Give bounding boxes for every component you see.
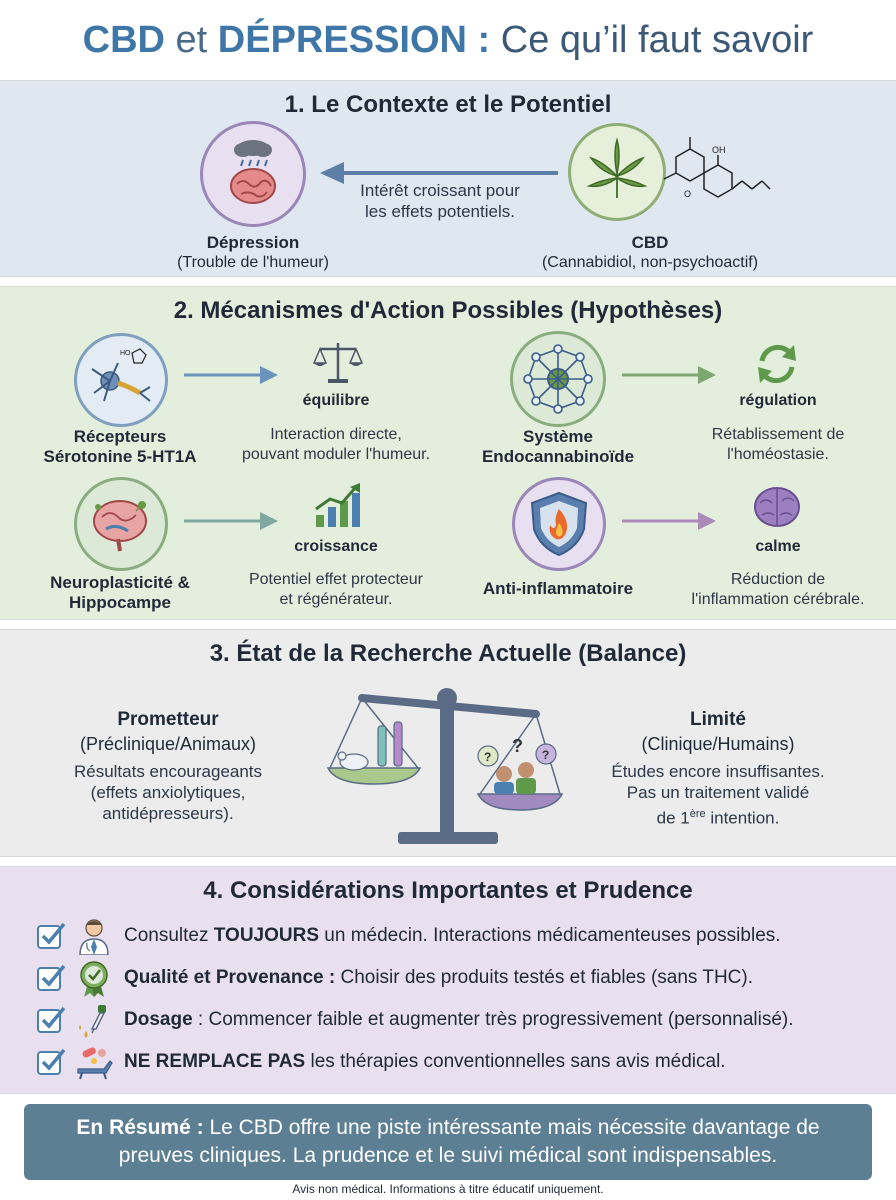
checkbox-checked-icon	[36, 1046, 68, 1078]
quality-badge-icon	[74, 959, 114, 997]
arrow-right-icon	[184, 365, 280, 385]
neuroplasticity-title-line2: Hippocampe	[68, 593, 172, 612]
precaution-text: Qualité et Provenance : Choisir des produits testés et fiables (sans THC).	[124, 967, 754, 988]
effect-growth: croissance	[294, 538, 378, 555]
svg-text:OH: OH	[712, 145, 726, 155]
serotonin-desc-line2: pouvant moduler l'humeur.	[241, 446, 431, 463]
section-context	[0, 80, 896, 277]
section-heading: 3. État de la Recherche Actuelle (Balance)	[209, 640, 687, 667]
precaution-text: NE REMPLACE PAS les thérapies conventionnelles sans avis médical.	[124, 1051, 726, 1072]
precaution-item	[36, 917, 781, 955]
summary-banner	[24, 1104, 872, 1180]
endocannabinoid-title-line1: Système	[523, 427, 593, 446]
interest-text-line1: Intérêt croissant pour	[360, 181, 520, 200]
limited-desc-line2: Pas un traitement validé	[626, 783, 810, 802]
checkbox-checked-icon	[36, 920, 68, 952]
svg-text:?: ?	[542, 748, 550, 762]
limited-title: Limité	[690, 709, 746, 730]
svg-text:?: ?	[512, 736, 523, 756]
svg-text:O: O	[684, 189, 692, 199]
promising-title: Prometteur	[117, 709, 219, 730]
cannabis-leaf-icon	[568, 123, 666, 221]
dropper-icon	[74, 1001, 114, 1039]
promising-desc-line2: (effets anxiolytiques,	[90, 783, 246, 802]
section-heading: 2. Mécanismes d'Action Possibles (Hypothèses)	[173, 297, 723, 324]
endocannabinoid-desc-line2: l'homéostasie.	[727, 446, 829, 463]
hippocampus-brain-icon	[74, 477, 168, 571]
therapy-couch-pills-icon	[74, 1043, 114, 1081]
summary-line2: preuves cliniques. La prudence et le suivi médical sont indispensables.	[118, 1144, 778, 1167]
precaution-item	[36, 1043, 726, 1081]
anti-inflammatory-title: Anti-inflammatoire	[482, 579, 634, 598]
regulation-cycle-icon	[754, 341, 800, 387]
inflammation-shield-icon	[512, 477, 606, 571]
section-precautions	[0, 866, 896, 1094]
growth-chart-icon	[312, 483, 362, 529]
endocannabinoid-desc-line1: Rétablissement de	[711, 426, 845, 443]
promising-subtitle: (Préclinique/Animaux)	[79, 734, 257, 754]
checkbox-checked-icon	[36, 1004, 68, 1036]
neuroplasticity-desc-line1: Potentiel effet protecteur	[248, 571, 424, 588]
checkbox-checked-icon	[36, 962, 68, 994]
limited-desc-line1: Études encore insuffisantes.	[611, 762, 825, 781]
neuroplasticity-desc-line2: et régénérateur.	[279, 591, 393, 608]
depression-icon	[200, 121, 306, 227]
precaution-text: Consultez TOUJOURS un médecin. Interactions médicamenteuses possibles.	[124, 925, 781, 946]
disclaimer-footer: Avis non médical. Informations à titre éducatif uniquement.	[292, 1182, 604, 1196]
endocannabinoid-network-icon	[510, 331, 606, 427]
limited-desc-line3: de 1ère intention.	[656, 808, 780, 828]
cbd-molecule-icon	[656, 133, 772, 211]
arrow-right-icon	[184, 511, 280, 531]
endocannabinoid-title-line2: Endocannabinoïde	[481, 447, 635, 466]
anti-inflammatory-desc-line2: l'inflammation cérébrale.	[691, 591, 865, 608]
section-heading: 1. Le Contexte et le Potentiel	[284, 91, 612, 118]
neuroplasticity-title-line1: Neuroplasticité &	[50, 573, 190, 592]
precaution-item	[36, 959, 753, 997]
precaution-text: Dosage : Commencer faible et augmenter très progressivement (personnalisé).	[124, 1009, 794, 1030]
promising-desc-line1: Résultats encourageants	[73, 762, 263, 781]
section-research	[0, 629, 896, 857]
interest-text-line2: les effets potentiels.	[365, 202, 515, 221]
balance-scale-icon	[312, 339, 364, 385]
serotonin-title-line1: Récepteurs	[73, 427, 167, 446]
serotonin-desc-line1: Interaction directe,	[270, 426, 402, 443]
depression-label: Dépression	[206, 233, 300, 252]
svg-text:?: ?	[484, 750, 492, 764]
cbd-label: CBD	[631, 233, 669, 252]
effect-equilibrium: équilibre	[302, 392, 370, 409]
promising-desc-line3: antidépresseurs).	[102, 804, 234, 823]
serotonin-title-line2: Sérotonine 5-HT1A	[43, 447, 197, 466]
svg-text:HO: HO	[120, 350, 131, 357]
cbd-sublabel: (Cannabidiol, non-psychoactif)	[541, 254, 759, 271]
serotonin-neuron-icon	[74, 333, 168, 427]
limited-subtitle: (Clinique/Humains)	[641, 734, 795, 754]
doctor-icon	[74, 917, 114, 955]
research-balance-icon	[322, 672, 574, 854]
precaution-item	[36, 1001, 794, 1039]
effect-calm: calme	[755, 538, 801, 555]
anti-inflammatory-desc-line1: Réduction de	[730, 571, 826, 588]
arrow-right-icon	[622, 511, 718, 531]
depression-sublabel: (Trouble de l'humeur)	[177, 254, 329, 271]
section-heading: 4. Considérations Importantes et Prudence	[203, 877, 693, 904]
calm-brain-icon	[752, 485, 802, 529]
effect-regulation: régulation	[739, 392, 817, 409]
page-title: CBD et DÉPRESSION : Ce qu’il faut savoir	[82, 19, 814, 61]
summary-line1: En Résumé : Le CBD offre une piste intéressante mais nécessite davantage de	[76, 1116, 820, 1139]
arrow-right-icon	[622, 365, 718, 385]
section-mechanisms	[0, 286, 896, 620]
